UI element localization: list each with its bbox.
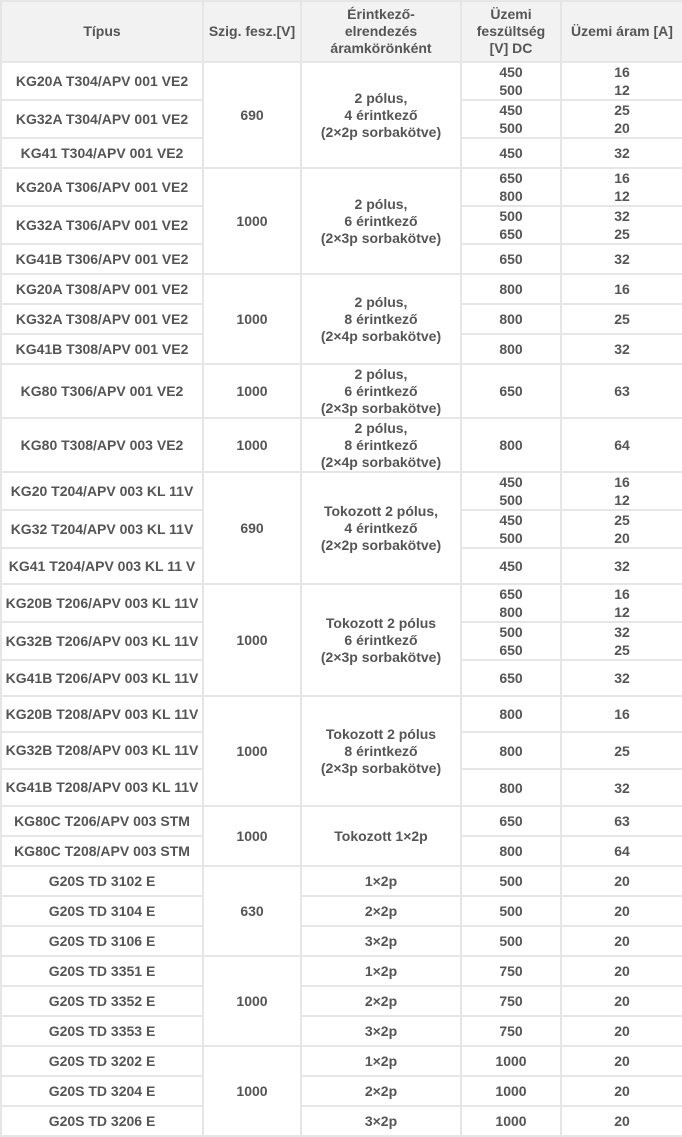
- table-row: [1, 806, 682, 836]
- operating-current-cell: [561, 584, 682, 622]
- type-cell: KG32 T204/APV 003 KL 11V: [1, 510, 203, 548]
- current-value: 63: [614, 813, 630, 829]
- type-cell: G20S TD 3204 E: [1, 1076, 203, 1106]
- current-value: 32: [614, 624, 630, 640]
- voltage-value: 650: [499, 642, 523, 658]
- type-cell: KG41B T208/APV 003 KL 11V: [1, 769, 203, 806]
- current-value: 25: [614, 642, 630, 658]
- contact-layout-cell: 1×2p: [301, 956, 461, 986]
- operating-voltage-cell: [461, 206, 561, 244]
- header-operating-voltage: Üzemi feszültség [V] DC: [461, 1, 561, 62]
- current-value: 20: [614, 530, 630, 546]
- table-row: [1, 956, 682, 986]
- table-row: [1, 696, 682, 732]
- voltage-value: 650: [499, 226, 523, 242]
- current-value: 20: [614, 963, 630, 979]
- type-cell: KG41B T308/APV 001 VE2: [1, 334, 203, 364]
- voltage-value: 1000: [495, 1083, 527, 1099]
- current-value: 25: [614, 742, 630, 759]
- operating-voltage-cell: [461, 510, 561, 548]
- operating-voltage-cell: [461, 168, 561, 206]
- current-value: 20: [614, 933, 630, 949]
- voltage-value: 500: [499, 208, 523, 224]
- type-cell: KG32A T306/APV 001 VE2: [1, 206, 203, 244]
- voltage-value: 500: [499, 933, 523, 949]
- type-cell: KG41 T204/APV 003 KL 11 V: [1, 548, 203, 584]
- current-value: 25: [614, 311, 630, 327]
- operating-voltage-cell: [461, 956, 561, 986]
- operating-current-cell: [561, 138, 682, 168]
- operating-voltage-cell: [461, 548, 561, 584]
- voltage-value: 750: [499, 993, 523, 1009]
- insulation-voltage-cell: 1000: [203, 168, 301, 274]
- contact-layout-cell: 1×2p: [301, 866, 461, 896]
- operating-voltage-cell: [461, 274, 561, 304]
- operating-current-cell: [561, 836, 682, 866]
- voltage-value: 800: [499, 742, 523, 759]
- operating-current-cell: [561, 1106, 682, 1136]
- operating-voltage-cell: [461, 304, 561, 334]
- contact-layout-cell: 2 pólus, 8 érintkező (2×4p sorbakötve): [301, 418, 461, 472]
- current-value: 16: [614, 170, 630, 186]
- type-cell: KG20A T308/APV 001 VE2: [1, 274, 203, 304]
- header-type: Típus: [1, 1, 203, 62]
- type-cell: KG41 T304/APV 001 VE2: [1, 138, 203, 168]
- voltage-value: 500: [499, 120, 523, 136]
- voltage-value: 650: [499, 586, 523, 602]
- current-value: 16: [614, 586, 630, 602]
- header-contact-layout: Érintkező-elrendezés áramkörönként: [301, 1, 461, 62]
- voltage-value: 650: [499, 813, 523, 829]
- operating-current-cell: [561, 866, 682, 896]
- insulation-voltage-cell: 1000: [203, 696, 301, 806]
- current-value: 16: [614, 281, 630, 297]
- current-value: 20: [614, 873, 630, 889]
- current-value: 16: [614, 706, 630, 722]
- voltage-value: 450: [499, 64, 523, 80]
- insulation-voltage-cell: 1000: [203, 956, 301, 1046]
- type-cell: KG32A T308/APV 001 VE2: [1, 304, 203, 334]
- voltage-value: 800: [499, 437, 523, 453]
- operating-current-cell: [561, 926, 682, 956]
- operating-current-cell: [561, 244, 682, 274]
- current-value: 25: [614, 512, 630, 528]
- operating-current-cell: [561, 1016, 682, 1046]
- contact-layout-cell: Tokozott 2 pólus 6 érintkező (2×3p sorbakötve): [301, 584, 461, 696]
- current-value: 16: [614, 474, 630, 490]
- type-cell: KG20 T204/APV 003 KL 11V: [1, 472, 203, 510]
- voltage-value: 450: [499, 558, 523, 574]
- operating-voltage-cell: [461, 986, 561, 1016]
- current-value: 12: [614, 492, 630, 508]
- voltage-value: 800: [499, 706, 523, 722]
- operating-voltage-cell: [461, 622, 561, 660]
- operating-current-cell: [561, 806, 682, 836]
- header-insulation-voltage: Szig. fesz.[V]: [203, 1, 301, 62]
- voltage-value: 650: [499, 670, 523, 686]
- contact-layout-cell: 2×2p: [301, 986, 461, 1016]
- type-cell: KG20B T206/APV 003 KL 11V: [1, 584, 203, 622]
- operating-current-cell: [561, 548, 682, 584]
- contact-layout-cell: 2 pólus, 6 érintkező (2×3p sorbakötve): [301, 364, 461, 418]
- current-value: 20: [614, 120, 630, 136]
- voltage-value: 500: [499, 82, 523, 98]
- contact-layout-cell: Tokozott 2 pólus 8 érintkező (2×3p sorbakötve): [301, 696, 461, 806]
- insulation-voltage-cell: 1000: [203, 584, 301, 696]
- voltage-value: 650: [499, 251, 523, 267]
- operating-current-cell: [561, 769, 682, 806]
- operating-voltage-cell: [461, 896, 561, 926]
- contact-layout-cell: 1×2p: [301, 1046, 461, 1076]
- insulation-voltage-cell: 1000: [203, 274, 301, 364]
- operating-current-cell: [561, 1046, 682, 1076]
- current-value: 32: [614, 779, 630, 796]
- contact-layout-cell: Tokozott 2 pólus, 4 érintkező (2×2p sorbakötve): [301, 472, 461, 584]
- current-value: 20: [614, 1113, 630, 1129]
- type-cell: G20S TD 3202 E: [1, 1046, 203, 1076]
- voltage-value: 450: [499, 474, 523, 490]
- current-value: 32: [614, 341, 630, 357]
- contact-layout-cell: 2 pólus, 8 érintkező (2×4p sorbakötve): [301, 274, 461, 364]
- voltage-value: 800: [499, 779, 523, 796]
- header-operating-current: Üzemi áram [A]: [561, 1, 682, 62]
- table-row: [1, 986, 682, 1016]
- table-row: [1, 926, 682, 956]
- table-row: [1, 1076, 682, 1106]
- current-value: 64: [614, 843, 630, 859]
- type-cell: KG32B T206/APV 003 KL 11V: [1, 622, 203, 660]
- voltage-value: 450: [499, 102, 523, 118]
- operating-voltage-cell: [461, 866, 561, 896]
- current-value: 32: [614, 558, 630, 574]
- table-row: [1, 1016, 682, 1046]
- insulation-voltage-cell: 690: [203, 472, 301, 584]
- operating-current-cell: [561, 418, 682, 472]
- operating-voltage-cell: [461, 836, 561, 866]
- current-value: 32: [614, 208, 630, 224]
- type-cell: KG32A T304/APV 001 VE2: [1, 100, 203, 138]
- current-value: 63: [614, 383, 630, 399]
- type-cell: G20S TD 3352 E: [1, 986, 203, 1016]
- operating-voltage-cell: [461, 244, 561, 274]
- contact-layout-cell: 2 pólus, 6 érintkező (2×3p sorbakötve): [301, 168, 461, 274]
- voltage-value: 800: [499, 188, 523, 204]
- current-value: 20: [614, 1023, 630, 1039]
- insulation-voltage-cell: 1000: [203, 418, 301, 472]
- contact-layout-cell: 3×2p: [301, 1106, 461, 1136]
- voltage-value: 500: [499, 492, 523, 508]
- contact-layout-cell: Tokozott 1×2p: [301, 806, 461, 866]
- type-cell: G20S TD 3102 E: [1, 866, 203, 896]
- current-value: 32: [614, 251, 630, 267]
- current-value: 20: [614, 1083, 630, 1099]
- insulation-voltage-cell: 1000: [203, 1046, 301, 1136]
- voltage-value: 450: [499, 512, 523, 528]
- table-row: [1, 866, 682, 896]
- operating-voltage-cell: [461, 1106, 561, 1136]
- current-value: 25: [614, 102, 630, 118]
- current-value: 20: [614, 993, 630, 1009]
- voltage-value: 750: [499, 1023, 523, 1039]
- operating-voltage-cell: [461, 584, 561, 622]
- contact-layout-cell: 2×2p: [301, 1076, 461, 1106]
- voltage-value: 800: [499, 341, 523, 357]
- contact-layout-cell: 2 pólus, 4 érintkező (2×2p sorbakötve): [301, 62, 461, 168]
- operating-current-cell: [561, 510, 682, 548]
- type-cell: KG41B T206/APV 003 KL 11V: [1, 660, 203, 696]
- voltage-value: 800: [499, 843, 523, 859]
- operating-current-cell: [561, 274, 682, 304]
- current-value: 20: [614, 1053, 630, 1069]
- operating-current-cell: [561, 986, 682, 1016]
- type-cell: KG80 T308/APV 003 VE2: [1, 418, 203, 472]
- type-cell: KG32B T208/APV 003 KL 11V: [1, 732, 203, 769]
- type-cell: G20S TD 3104 E: [1, 896, 203, 926]
- operating-voltage-cell: [461, 334, 561, 364]
- operating-voltage-cell: [461, 1076, 561, 1106]
- voltage-value: 500: [499, 624, 523, 640]
- voltage-value: 800: [499, 281, 523, 297]
- voltage-value: 650: [499, 383, 523, 399]
- voltage-value: 1000: [495, 1113, 527, 1129]
- type-cell: G20S TD 3106 E: [1, 926, 203, 956]
- table-row: [1, 1106, 682, 1136]
- insulation-voltage-cell: 1000: [203, 806, 301, 866]
- table-row: [1, 896, 682, 926]
- operating-current-cell: [561, 696, 682, 732]
- voltage-value: 500: [499, 903, 523, 919]
- current-value: 32: [614, 670, 630, 686]
- operating-current-cell: [561, 660, 682, 696]
- current-value: 64: [614, 437, 630, 453]
- operating-voltage-cell: [461, 62, 561, 100]
- operating-current-cell: [561, 304, 682, 334]
- type-cell: KG80C T208/APV 003 STM: [1, 836, 203, 866]
- type-cell: KG20B T208/APV 003 KL 11V: [1, 696, 203, 732]
- current-value: 16: [614, 64, 630, 80]
- insulation-voltage-cell: 1000: [203, 364, 301, 418]
- table-row: [1, 584, 682, 622]
- table-row: [1, 472, 682, 510]
- operating-current-cell: [561, 206, 682, 244]
- operating-current-cell: [561, 732, 682, 769]
- voltage-value: 750: [499, 963, 523, 979]
- operating-voltage-cell: [461, 926, 561, 956]
- contact-layout-cell: 3×2p: [301, 926, 461, 956]
- operating-voltage-cell: [461, 418, 561, 472]
- operating-current-cell: [561, 896, 682, 926]
- current-value: 20: [614, 903, 630, 919]
- table-row: [1, 418, 682, 472]
- contact-layout-cell: 2×2p: [301, 896, 461, 926]
- operating-current-cell: [561, 334, 682, 364]
- operating-voltage-cell: [461, 138, 561, 168]
- operating-current-cell: [561, 100, 682, 138]
- table-row: [1, 274, 682, 304]
- table-row: [1, 62, 682, 100]
- voltage-value: 500: [499, 873, 523, 889]
- operating-voltage-cell: [461, 660, 561, 696]
- voltage-value: 800: [499, 311, 523, 327]
- type-cell: G20S TD 3206 E: [1, 1106, 203, 1136]
- operating-voltage-cell: [461, 696, 561, 732]
- type-cell: G20S TD 3353 E: [1, 1016, 203, 1046]
- header-row: [1, 1, 682, 62]
- operating-current-cell: [561, 956, 682, 986]
- table-row: [1, 168, 682, 206]
- type-cell: KG80 T306/APV 001 VE2: [1, 364, 203, 418]
- current-value: 32: [614, 145, 630, 161]
- insulation-voltage-cell: 690: [203, 62, 301, 168]
- table-body: [1, 62, 682, 1136]
- operating-voltage-cell: [461, 1016, 561, 1046]
- voltage-value: 650: [499, 170, 523, 186]
- type-cell: KG20A T306/APV 001 VE2: [1, 168, 203, 206]
- operating-current-cell: [561, 168, 682, 206]
- voltage-value: 450: [499, 145, 523, 161]
- operating-voltage-cell: [461, 472, 561, 510]
- type-cell: KG20A T304/APV 001 VE2: [1, 62, 203, 100]
- operating-voltage-cell: [461, 100, 561, 138]
- voltage-value: 500: [499, 530, 523, 546]
- table-row: [1, 364, 682, 418]
- operating-current-cell: [561, 364, 682, 418]
- operating-voltage-cell: [461, 1046, 561, 1076]
- operating-current-cell: [561, 472, 682, 510]
- operating-voltage-cell: [461, 806, 561, 836]
- voltage-value: 800: [499, 604, 523, 620]
- operating-voltage-cell: [461, 364, 561, 418]
- type-cell: KG41B T306/APV 001 VE2: [1, 244, 203, 274]
- current-value: 25: [614, 226, 630, 242]
- current-value: 12: [614, 188, 630, 204]
- insulation-voltage-cell: 630: [203, 866, 301, 956]
- current-value: 12: [614, 604, 630, 620]
- operating-voltage-cell: [461, 769, 561, 806]
- operating-voltage-cell: [461, 732, 561, 769]
- operating-current-cell: [561, 1076, 682, 1106]
- contact-layout-cell: 3×2p: [301, 1016, 461, 1046]
- operating-current-cell: [561, 622, 682, 660]
- current-value: 12: [614, 82, 630, 98]
- operating-current-cell: [561, 62, 682, 100]
- type-cell: KG80C T206/APV 003 STM: [1, 806, 203, 836]
- voltage-value: 1000: [495, 1053, 527, 1069]
- type-cell: G20S TD 3351 E: [1, 956, 203, 986]
- table-row: [1, 1046, 682, 1076]
